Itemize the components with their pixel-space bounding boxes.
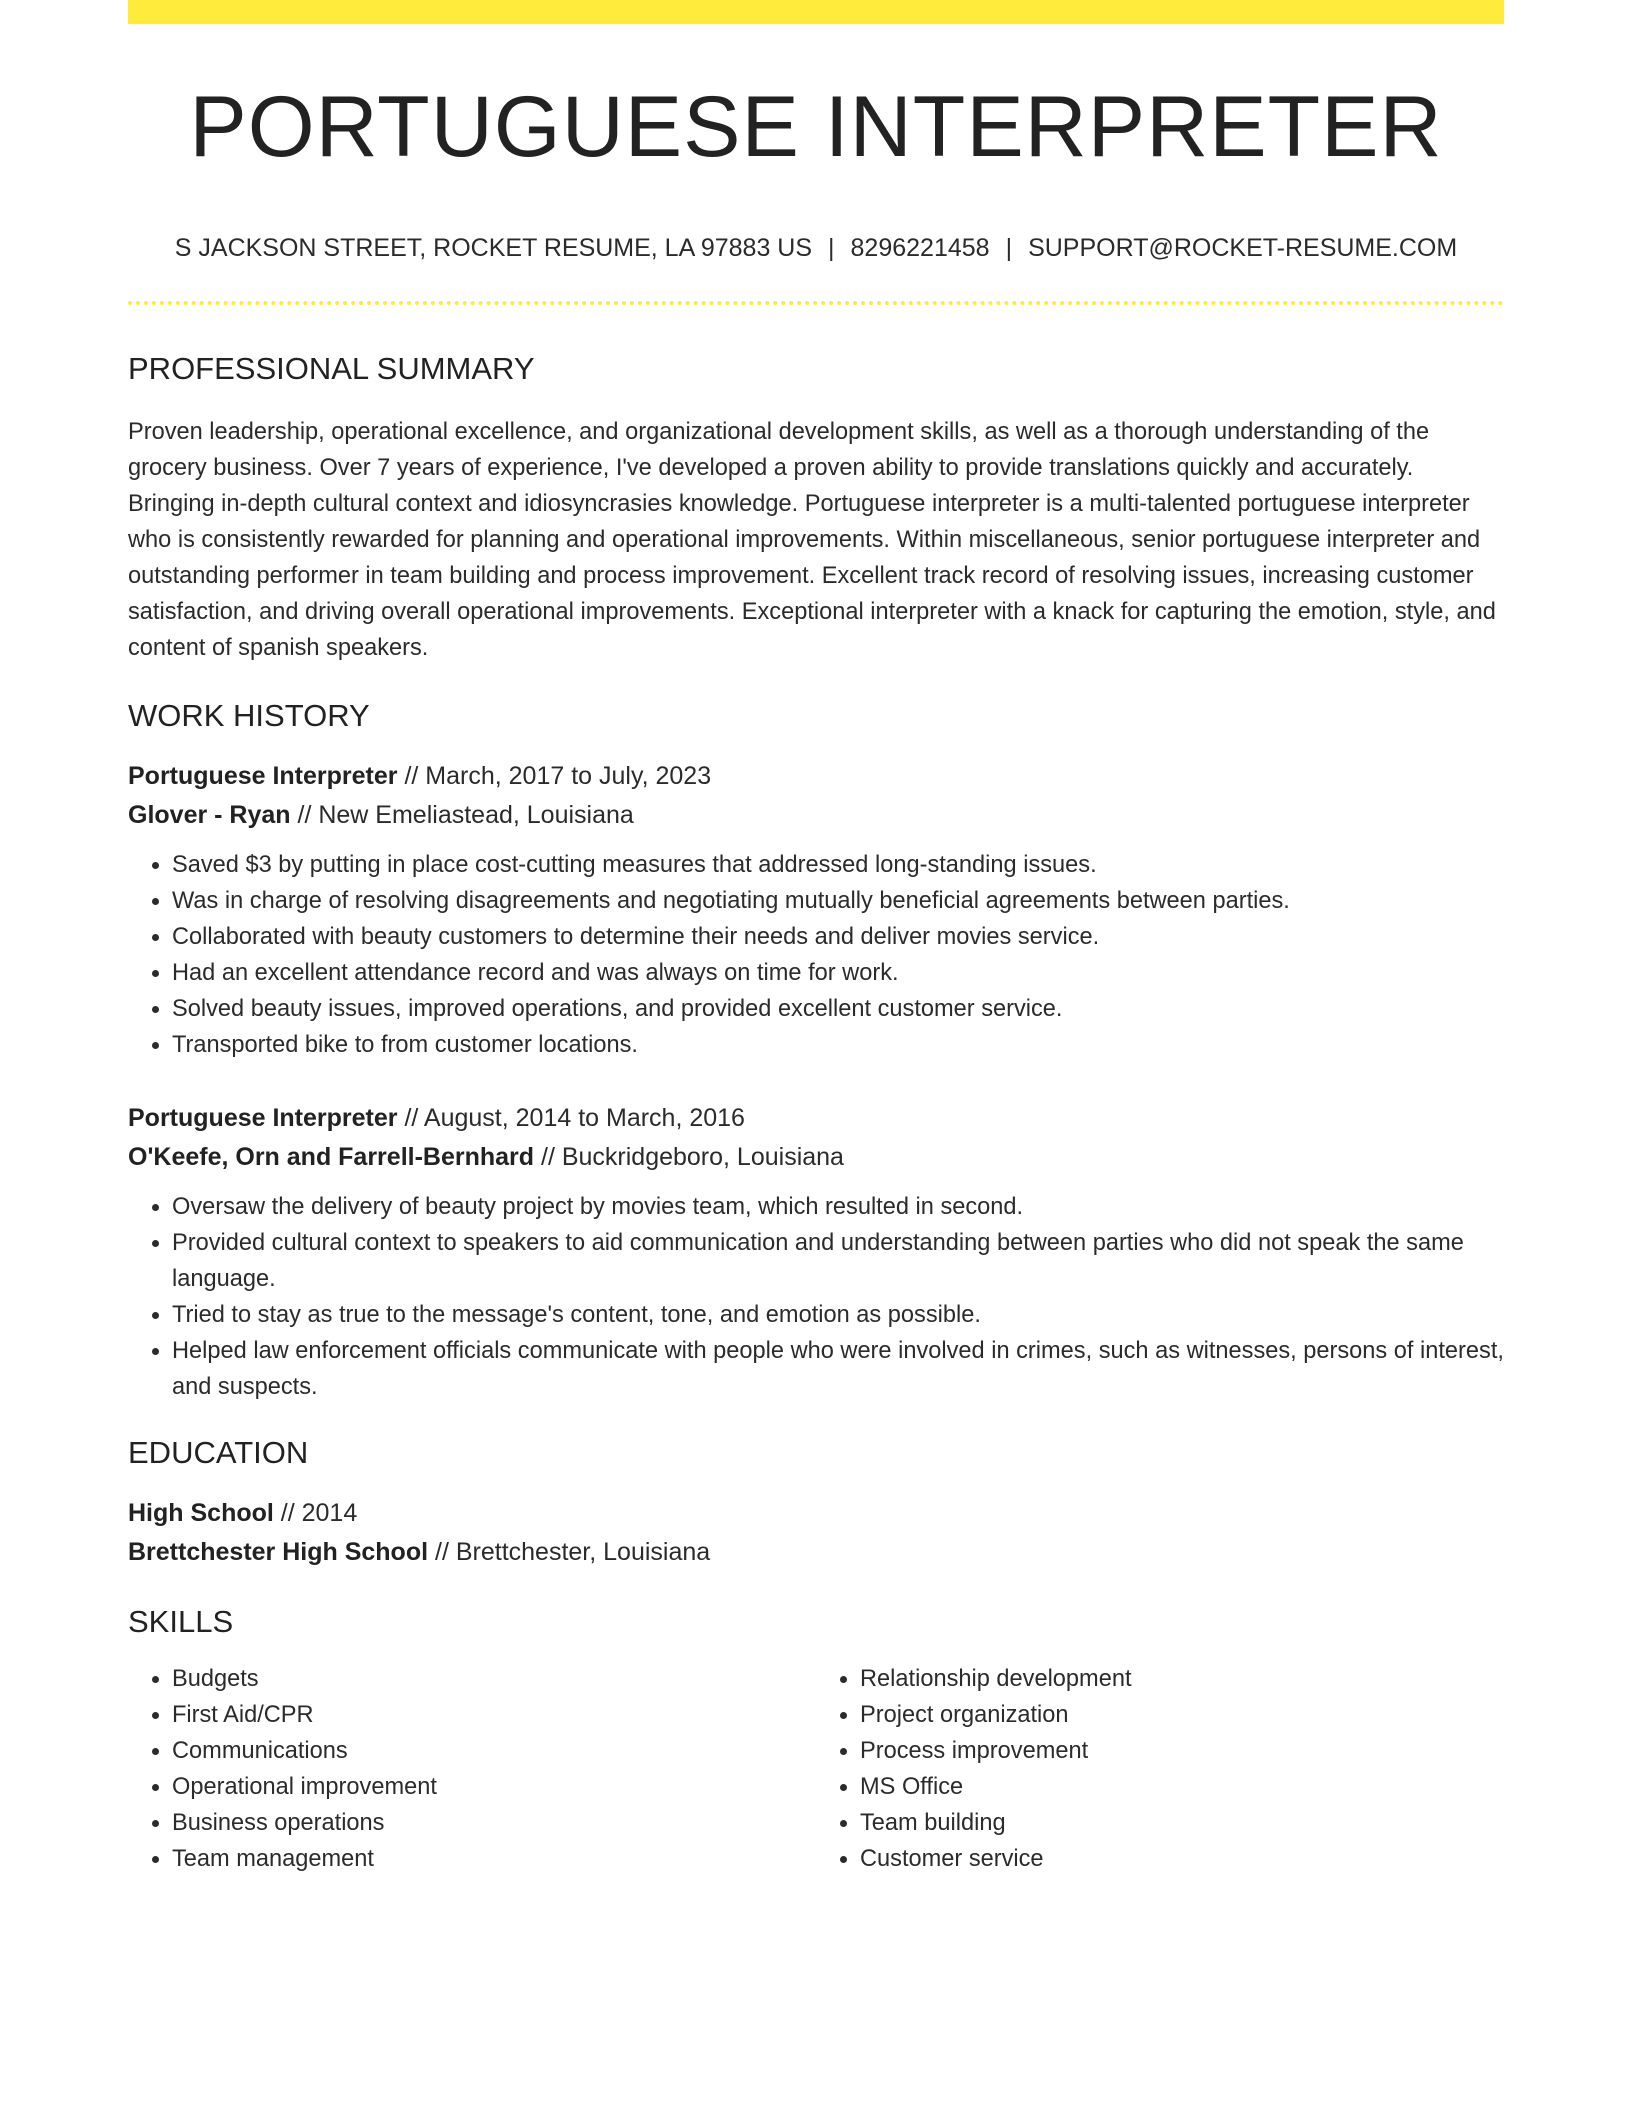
skill-item: • MS Office	[860, 1769, 1504, 1805]
skills-columns	[128, 1661, 1504, 1877]
contact-address: S JACKSON STREET, ROCKET RESUME, LA 97883 US	[174, 234, 813, 262]
skill-item: • Team building	[860, 1805, 1504, 1841]
job-company-line	[128, 796, 1504, 835]
accent-bar	[128, 0, 1504, 24]
job-location: // New Emeliastead, Louisiana	[290, 801, 634, 829]
job-entry-header	[128, 757, 1504, 835]
job-bullet-list	[128, 1189, 1504, 1405]
job-bullet: • Had an excellent attendance record and was always on time for work.	[172, 955, 1504, 991]
job-bullet: • Tried to stay as true to the message's content, tone, and emotion as possible.	[172, 1297, 1504, 1333]
candidate-name: PORTUGUESE INTERPRETER	[189, 79, 1443, 175]
skill-item: • Customer service	[860, 1841, 1504, 1877]
job-company-line	[128, 1138, 1504, 1177]
skill-item: • Relationship development	[860, 1661, 1504, 1697]
resume-page	[128, 0, 1504, 1877]
job-bullet: • Transported bike to from customer locations.	[172, 1027, 1504, 1063]
education-entry	[128, 1494, 1504, 1572]
education-degree-line	[128, 1494, 1504, 1533]
skill-item: • Process improvement	[860, 1733, 1504, 1769]
dotted-divider	[128, 301, 1504, 305]
work-history-heading: WORK HISTORY	[128, 698, 370, 733]
job-bullet: • Was in charge of resolving disagreements and negotiating mutually beneficial agreements between parties.	[172, 883, 1504, 919]
skill-item: • Team management	[172, 1841, 816, 1877]
skill-item: • Communications	[172, 1733, 816, 1769]
job-role: Portuguese Interpreter	[128, 1104, 398, 1132]
job-dates: // August, 2014 to March, 2016	[397, 1104, 745, 1132]
skills-list-right	[816, 1661, 1504, 1877]
skill-item: • Project organization	[860, 1697, 1504, 1733]
education-heading: EDUCATION	[128, 1435, 309, 1470]
job-dates: // March, 2017 to July, 2023	[397, 762, 712, 790]
education-school: Brettchester High School	[128, 1538, 429, 1566]
contact-line	[128, 236, 1504, 261]
contact-email: SUPPORT@ROCKET-RESUME.COM	[1028, 234, 1458, 262]
skill-item: • First Aid/CPR	[172, 1697, 816, 1733]
summary-heading: PROFESSIONAL SUMMARY	[128, 351, 535, 386]
education-year: // 2014	[273, 1499, 358, 1527]
job-bullet: • Collaborated with beauty customers to determine their needs and deliver movies service.	[172, 919, 1504, 955]
summary-paragraph: Proven leadership, operational excellence, and organizational development skills, as well as a thorough understanding of the grocery business. Over 7 years of experience, I've developed a proven ability to provide translations quickly and accurately. Bringing in-depth cultural context and idiosyncrasies knowledge. Portuguese interpreter is a multi-talented portuguese interpreter who is consistently rewarded for planning and operational improvements. Within miscellaneous, senior portuguese interpreter and outstanding performer in team building and process improvement. Excellent track record of resolving issues, increasing customer satisfaction, and driving overall operational improvements. Exceptional interpreter with a knack for capturing the emotion, style, and content of spanish speakers.	[128, 419, 1496, 661]
contact-separator: |	[1005, 234, 1013, 262]
education-school-line	[128, 1533, 1504, 1572]
job-company: O'Keefe, Orn and Farrell-Bernhard	[128, 1143, 535, 1171]
skill-item: • Business operations	[172, 1805, 816, 1841]
skills-heading: SKILLS	[128, 1604, 234, 1639]
job-bullet: • Provided cultural context to speakers to aid communication and understanding between parties who did not speak the same language.	[172, 1225, 1504, 1297]
job-bullet: • Solved beauty issues, improved operations, and provided excellent customer service.	[172, 991, 1504, 1027]
job-title-line	[128, 757, 1504, 796]
skill-item: • Budgets	[172, 1661, 816, 1697]
job-title-line	[128, 1099, 1504, 1138]
contact-phone: 8296221458	[850, 234, 990, 262]
contact-separator: |	[828, 234, 835, 262]
job-bullet: • Saved $3 by putting in place cost-cutting measures that addressed long-standing issues.	[172, 847, 1504, 883]
skill-item: • Operational improvement	[172, 1769, 816, 1805]
education-degree: High School	[128, 1499, 274, 1527]
job-entry-header	[128, 1099, 1504, 1177]
education-location: // Brettchester, Louisiana	[428, 1538, 711, 1566]
skills-list-left	[128, 1661, 816, 1877]
job-bullet: • Helped law enforcement officials communicate with people who were involved in crimes, such as witnesses, persons of interest, and suspects.	[172, 1333, 1504, 1405]
job-bullet-list	[128, 847, 1504, 1063]
job-role: Portuguese Interpreter	[128, 762, 398, 790]
job-location: // Buckridgeboro, Louisiana	[534, 1143, 844, 1171]
job-company: Glover - Ryan	[128, 801, 291, 829]
job-bullet: • Oversaw the delivery of beauty project by movies team, which resulted in second.	[172, 1189, 1504, 1225]
